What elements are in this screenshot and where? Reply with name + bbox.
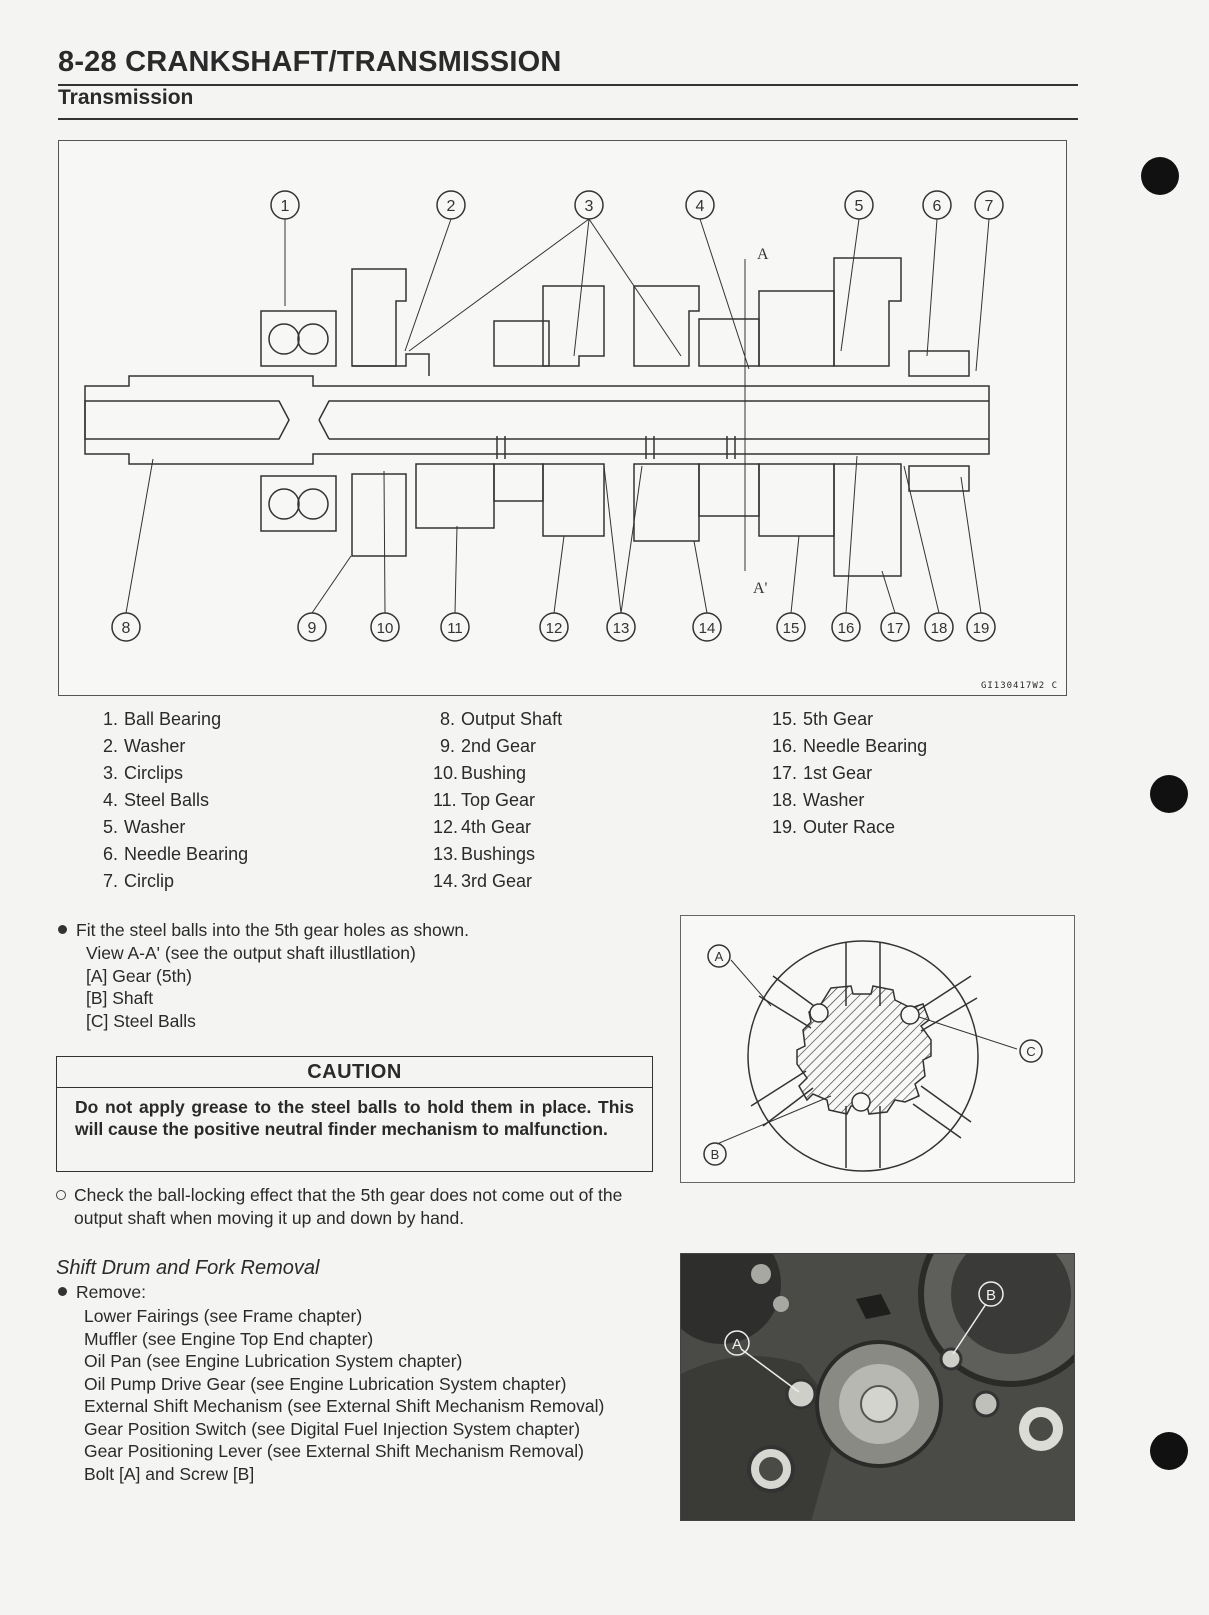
legend-item: 7. Circlip (103, 871, 175, 891)
page-subtitle: Transmission (58, 86, 194, 109)
legend-item: 4. Steel Balls (103, 790, 210, 810)
svg-text:14: 14 (698, 620, 716, 637)
legend-item: 9. 2nd Gear (439, 736, 537, 756)
detail-line: [B] Shaft (86, 988, 154, 1008)
callout-15 (777, 613, 805, 641)
svg-text:10: 10 (376, 620, 394, 637)
svg-text:B: B (710, 1147, 720, 1162)
callout-5 (845, 191, 873, 219)
list-item: Oil Pump Drive Gear (see Engine Lubrication System chapter) (84, 1373, 567, 1394)
bullet-dot (58, 1287, 67, 1296)
svg-text:11: 11 (447, 620, 463, 637)
callout-16 (832, 613, 860, 641)
section-title: Shift Drum and Fork Removal (56, 1257, 320, 1279)
svg-text:9: 9 (307, 620, 317, 637)
bullet-dot (58, 925, 67, 934)
svg-text:17: 17 (886, 620, 904, 637)
removal-list (84, 1305, 604, 1485)
section-mark-a-prime: A' (753, 580, 768, 597)
svg-text:3: 3 (584, 198, 594, 215)
svg-text:2: 2 (446, 198, 456, 215)
svg-text:5: 5 (854, 198, 864, 215)
callout-6 (923, 191, 951, 219)
list-item: Gear Position Switch (see Digital Fuel Injection System chapter) (84, 1418, 581, 1439)
callout-17 (881, 613, 909, 641)
callout-18 (925, 613, 953, 641)
legend-item: 3. Circlips (103, 763, 184, 783)
open-bullet (56, 1190, 66, 1200)
svg-text:16: 16 (837, 620, 855, 637)
svg-text:C: C (1026, 1044, 1036, 1059)
legend-item: 5. Washer (103, 817, 186, 837)
caution-box (56, 1056, 653, 1172)
svg-text:A: A (731, 1336, 743, 1353)
callout-3 (575, 191, 603, 219)
legend-item: 8. Output Shaft (439, 709, 563, 729)
view-aa-diagram (680, 915, 1075, 1183)
svg-text:15: 15 (782, 620, 800, 637)
svg-text:A: A (714, 949, 724, 964)
label-c (1020, 1040, 1042, 1062)
legend-item: 10. Bushing (433, 763, 527, 783)
section-mark-a: A (757, 246, 769, 263)
legend-item: 13. Bushings (433, 844, 536, 864)
punch-hole-top (1141, 157, 1179, 195)
label-b (704, 1143, 726, 1165)
remove-bullet: Remove: (58, 1282, 146, 1303)
check-instruction: Check the ball-locking effect that the 5th gear does not come out of the output shaft when moving it up and down by hand. (56, 1184, 656, 1230)
callout-7 (975, 191, 1003, 219)
detail-line: View A-A' (see the output shaft illustllation) (86, 943, 416, 963)
label-a (708, 945, 730, 967)
callout-13 (607, 613, 635, 641)
list-item: Bolt [A] and Screw [B] (84, 1463, 255, 1484)
callout-19 (967, 613, 995, 641)
callout-11 (441, 613, 469, 641)
detail-line: [C] Steel Balls (86, 1010, 196, 1031)
callout-4 (686, 191, 714, 219)
caution-title: CAUTION (57, 1057, 652, 1088)
legend-item: 18. Washer (772, 790, 865, 810)
steel-balls-instruction: Fit the steel balls into the 5th gear holes as shown. (58, 920, 469, 941)
callout-2 (437, 191, 465, 219)
svg-text:13: 13 (612, 620, 630, 637)
legend-item: 12. 4th Gear (433, 817, 532, 837)
list-item: Muffler (see Engine Top End chapter) (84, 1328, 374, 1349)
svg-text:8: 8 (121, 620, 131, 637)
callout-10 (371, 613, 399, 641)
callout-8 (112, 613, 140, 641)
legend-item: 1. Ball Bearing (103, 709, 222, 729)
svg-text:7: 7 (984, 198, 994, 215)
svg-text:4: 4 (695, 198, 705, 215)
callout-14 (693, 613, 721, 641)
legend-column-1 (103, 706, 248, 895)
legend-item: 16. Needle Bearing (772, 736, 928, 756)
detail-line: [A] Gear (5th) (86, 965, 193, 986)
callout-1 (271, 191, 299, 219)
caution-body: Do not apply grease to the steel balls to hold them in place. This will cause the positive neutral finder mechanism to malfunction. (75, 1097, 634, 1139)
svg-text:18: 18 (930, 620, 948, 637)
legend-item: 15. 5th Gear (772, 709, 874, 729)
svg-text:6: 6 (932, 198, 942, 215)
legend-column-2 (433, 706, 562, 895)
list-item: Gear Positioning Lever (see External Shift Mechanism Removal) (84, 1441, 584, 1461)
legend-item: 14. 3rd Gear (433, 871, 533, 891)
punch-hole-middle (1150, 775, 1188, 813)
header-rule-bottom (58, 118, 1078, 120)
transmission-diagram (58, 140, 1067, 696)
header-rule (58, 84, 1078, 86)
list-item: External Shift Mechanism (see External Shift Mechanism Removal) (84, 1396, 605, 1416)
callout-9 (298, 613, 326, 641)
legend-item: 19. Outer Race (772, 817, 896, 837)
svg-text:1: 1 (280, 198, 290, 215)
list-item: Oil Pan (see Engine Lubrication System chapter) (84, 1351, 463, 1371)
engine-case-photo (680, 1253, 1075, 1521)
legend-column-3 (772, 706, 927, 841)
callout-12 (540, 613, 568, 641)
steel-balls-details (86, 942, 416, 1032)
svg-text:19: 19 (972, 620, 990, 637)
legend-item: 6. Needle Bearing (103, 844, 249, 864)
page-title: 8-28 CRANKSHAFT/TRANSMISSION (58, 46, 562, 78)
figure-code: GI130417W2 C (980, 681, 1058, 691)
legend-item: 11. Top Gear (433, 790, 536, 810)
svg-text:12: 12 (545, 620, 563, 637)
svg-text:B: B (985, 1287, 997, 1304)
list-item: Lower Fairings (see Frame chapter) (84, 1306, 363, 1326)
legend-item: 2. Washer (103, 736, 186, 756)
legend-item: 17. 1st Gear (772, 763, 873, 783)
punch-hole-bottom (1150, 1432, 1188, 1470)
